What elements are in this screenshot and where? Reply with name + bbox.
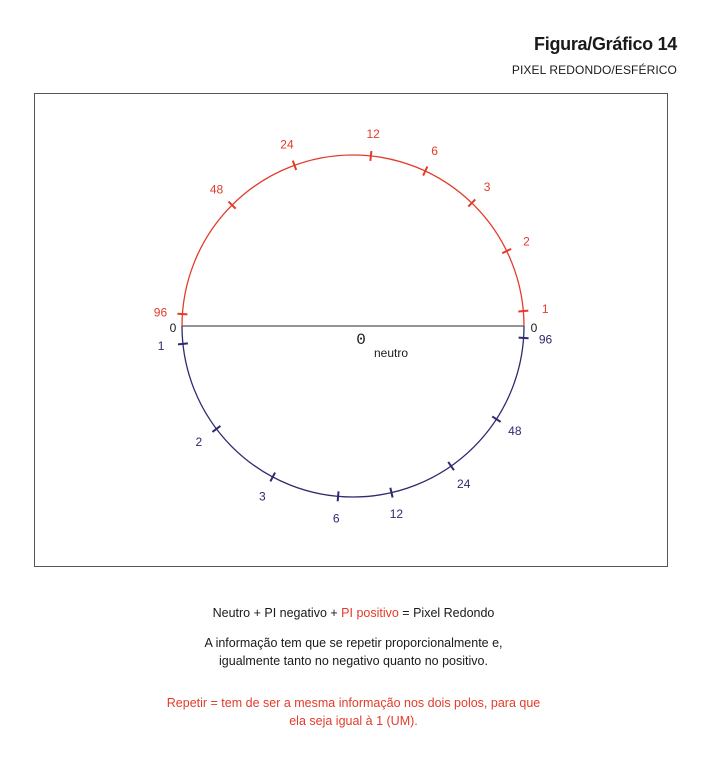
equation-part-positive: PI positivo (341, 606, 399, 620)
repetition-note (0, 634, 707, 670)
definition-note (0, 694, 707, 730)
negative-tick-12 (390, 488, 392, 498)
center-symbol: 0 (356, 331, 366, 349)
positive-label-3: 3 (483, 180, 491, 195)
positive-label-1: 1 (541, 302, 549, 317)
equation-part-result: = Pixel Redondo (398, 606, 495, 620)
negative-tick-1 (178, 343, 188, 344)
definition-note-line-2: ela seja igual à 1 (UM). (289, 714, 418, 728)
negative-label-2: 2 (195, 435, 203, 450)
negative-label-6: 6 (332, 511, 340, 526)
left-zero-label: 0 (169, 321, 177, 335)
positive-label-96: 96 (153, 305, 168, 320)
negative-tick-3 (270, 473, 275, 482)
negative-label-96: 96 (538, 332, 553, 347)
center-label: neutro (373, 346, 409, 360)
negative-label-24: 24 (457, 477, 471, 492)
figure-subtitle: PIXEL REDONDO/ESFÉRICO (511, 63, 677, 77)
equation-part-neutral: Neutro + PI negativo + (212, 606, 342, 620)
negative-tick-48 (492, 416, 500, 421)
positive-tick-12 (370, 151, 371, 161)
negative-tick-24 (448, 462, 454, 470)
positive-label-2: 2 (523, 234, 530, 249)
negative-label-1: 1 (157, 339, 165, 354)
equation-caption (0, 606, 707, 620)
negative-label-48: 48 (508, 424, 522, 439)
positive-tick-1 (518, 311, 528, 312)
positive-tick-2 (502, 249, 511, 253)
positive-semicircle (182, 155, 524, 326)
figure-title: Figura/Gráfico 14 (534, 34, 677, 54)
negative-tick-2 (212, 426, 220, 432)
definition-note-line-1: Repetir = tem de ser a mesma informação nos dois polos, para que (166, 696, 541, 710)
negative-tick-96 (519, 338, 529, 339)
right-zero-label: 0 (530, 321, 538, 335)
positive-tick-96 (177, 314, 187, 315)
negative-label-12: 12 (389, 507, 404, 522)
repetition-note-line-1: A informação tem que se repetir proporcionalmente e, (204, 636, 503, 650)
negative-label-3: 3 (259, 489, 266, 504)
positive-label-12: 12 (366, 127, 380, 142)
repetition-note-line-2: igualmente tanto no negativo quanto no positivo. (219, 654, 488, 668)
positive-label-24: 24 (280, 137, 294, 152)
positive-label-48: 48 (209, 182, 224, 197)
positive-label-6: 6 (431, 144, 438, 159)
negative-tick-6 (338, 491, 339, 501)
negative-semicircle (182, 326, 524, 497)
